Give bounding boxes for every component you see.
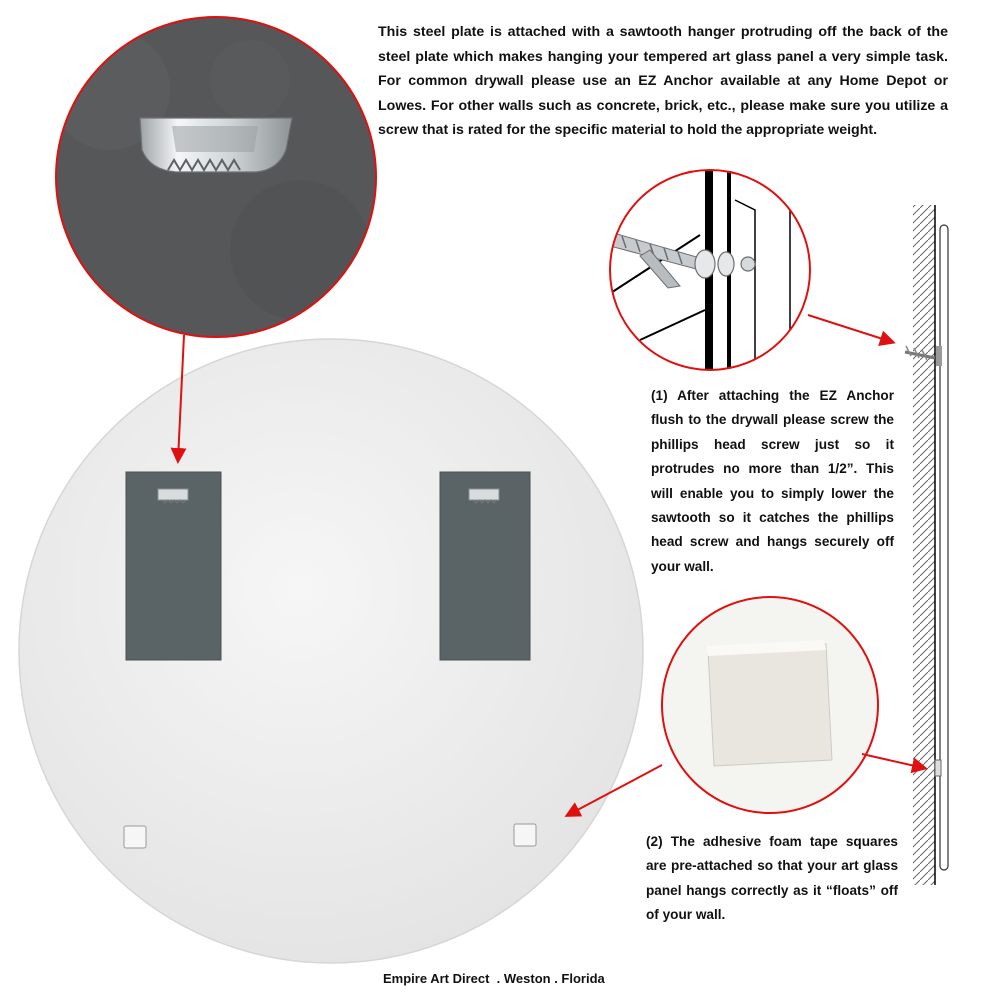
sawtooth-hanger-icon xyxy=(140,118,292,172)
step-2-instructions: (2) The adhesive foam tape squares are pre-attached so that your art glass panel hangs correctly as it “floats” off of your wall. xyxy=(646,834,898,923)
steel-plate-right xyxy=(440,472,530,660)
foam-tape-closeup xyxy=(662,597,878,813)
steel-plate-left xyxy=(126,472,221,660)
step-1-instructions: (1) After attaching the EZ Anchor flush to the drywall please screw the phillips head screw just so it protrudes no more than 1/2”. This will enable you to simply lower the sawtooth so it catches the phillips head screw and hangs securely off your wall. xyxy=(651,388,894,574)
foam-square-left xyxy=(124,826,146,848)
wall-side-view xyxy=(905,205,948,885)
sawtooth-hanger-closeup xyxy=(50,17,376,337)
round-glass-panel xyxy=(19,339,643,963)
hanger-description: This steel plate is attached with a sawtooth hanger protruding off the back of the steel plate which makes hanging your tempered art glass panel a very simple task. For common drywall please use an EZ Anchor available at any Home Depot or Lowes. For other walls such as concrete, brick, etc., please make sure you utilize a screw that is rated for the specific material to hold the appropriate weight. xyxy=(378,24,948,139)
foam-square-right xyxy=(514,824,536,846)
footer-credit: Empire Art Direct . Weston . Florida xyxy=(383,971,605,986)
ez-anchor-closeup xyxy=(600,110,810,380)
